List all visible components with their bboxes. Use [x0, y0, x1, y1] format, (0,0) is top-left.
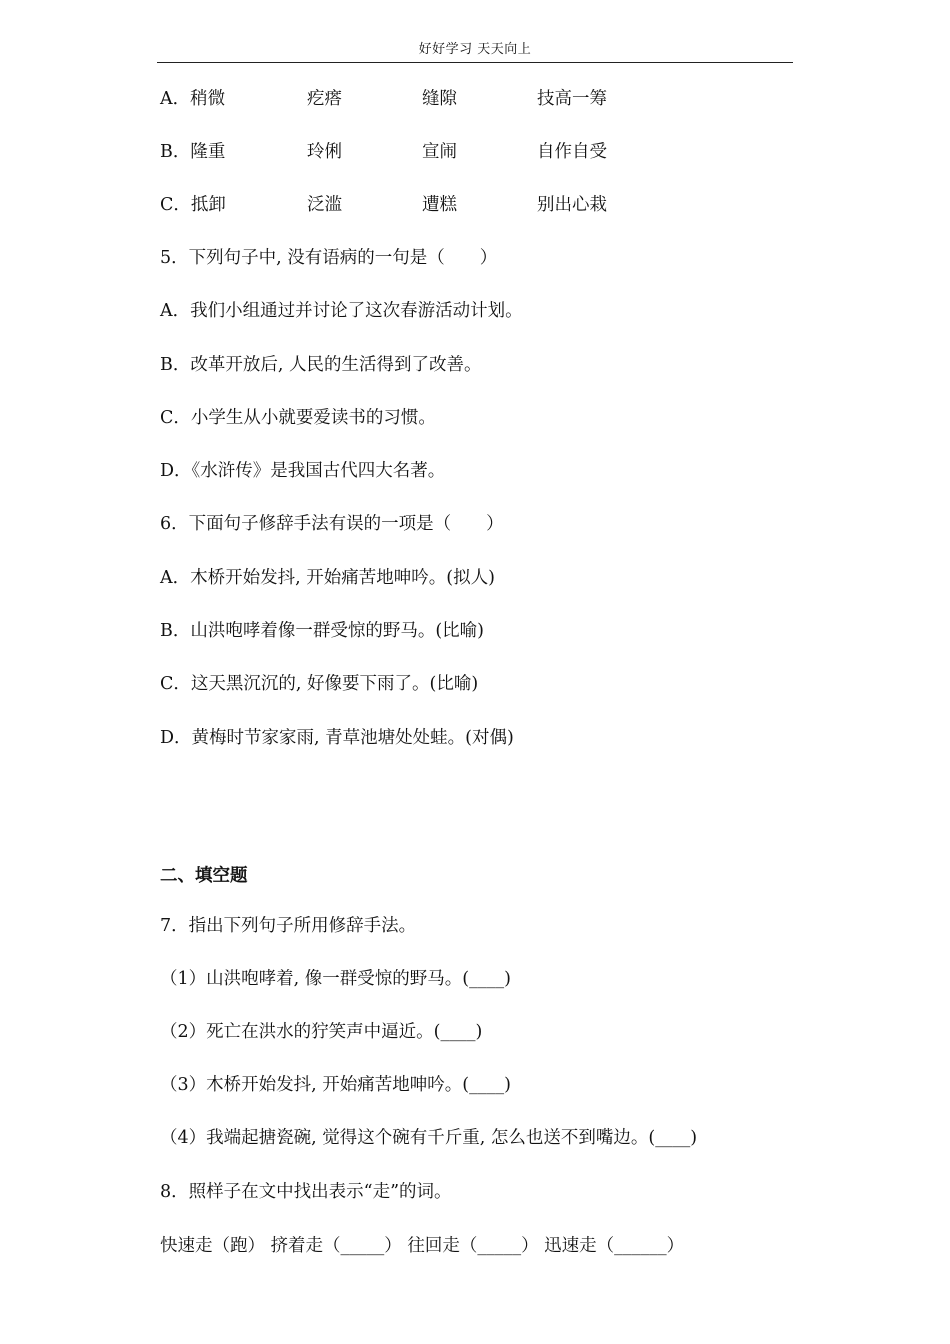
q4-option-b-word4: 自作自受 — [537, 142, 607, 162]
q4-option-b-word2: 玲俐 — [307, 142, 342, 162]
q5-option-c: C．小学生从小就要爱读书的习惯。 — [160, 408, 436, 428]
header-divider — [157, 62, 793, 63]
q6-option-d: D．黄梅时节家家雨, 青草池塘处处蛙。(对偶) — [160, 728, 514, 748]
q7-item-4: （4）我端起搪瓷碗, 觉得这个碗有千斤重, 怎么也送不到嘴边。(____) — [160, 1128, 698, 1148]
q4-option-c-word3: 遭糕 — [422, 195, 457, 215]
q4-option-b-word1: B．隆重 — [160, 142, 226, 162]
q7-item-3: （3）木桥开始发抖, 开始痛苦地呻吟。(____) — [160, 1075, 511, 1095]
q6-option-b: B．山洪咆哮着像一群受惊的野马。(比喻) — [160, 621, 485, 641]
q4-option-a-word4: 技高一筹 — [537, 89, 607, 109]
q5-option-b: B．改革开放后, 人民的生活得到了改善。 — [160, 355, 482, 375]
q8-example-line: 快速走（跑） 挤着走（_____） 往回走（_____） 迅速走（______） — [160, 1236, 685, 1256]
q4-option-a-word1: A．稍微 — [160, 89, 226, 109]
q6-option-a: A．木桥开始发抖, 开始痛苦地呻吟。(拟人) — [160, 568, 495, 588]
q4-option-b-word3: 宣闹 — [422, 142, 457, 162]
q4-option-a-word3: 缝隙 — [422, 89, 457, 109]
q4-option-c-word4: 别出心栽 — [537, 195, 607, 215]
q6-stem: 6．下面句子修辞手法有误的一项是（ ） — [160, 514, 504, 534]
q7-item-2: （2）死亡在洪水的狞笑声中逼近。(____) — [160, 1022, 483, 1042]
section-title-fill-in: 二、填空题 — [160, 866, 248, 886]
q7-item-1: （1）山洪咆哮着, 像一群受惊的野马。(____) — [160, 969, 511, 989]
q4-option-c-word1: C．抵卸 — [160, 195, 226, 215]
q5-option-d: D．《水浒传》是我国古代四大名著。 — [160, 461, 446, 481]
page-header: 好好学习 天天向上 — [418, 42, 532, 57]
q6-option-c: C．这天黑沉沉的, 好像要下雨了。(比喻) — [160, 674, 479, 694]
q4-option-a-word2: 疙瘩 — [307, 89, 342, 109]
q5-option-a: A．我们小组通过并讨论了这次春游活动计划。 — [160, 301, 523, 321]
q4-option-c-word2: 泛滥 — [307, 195, 342, 215]
q5-stem: 5．下列句子中, 没有语病的一句是（ ） — [160, 248, 498, 268]
q7-stem: 7．指出下列句子所用修辞手法。 — [160, 916, 417, 936]
q8-stem: 8．照样子在文中找出表示“走”的词。 — [160, 1182, 452, 1202]
